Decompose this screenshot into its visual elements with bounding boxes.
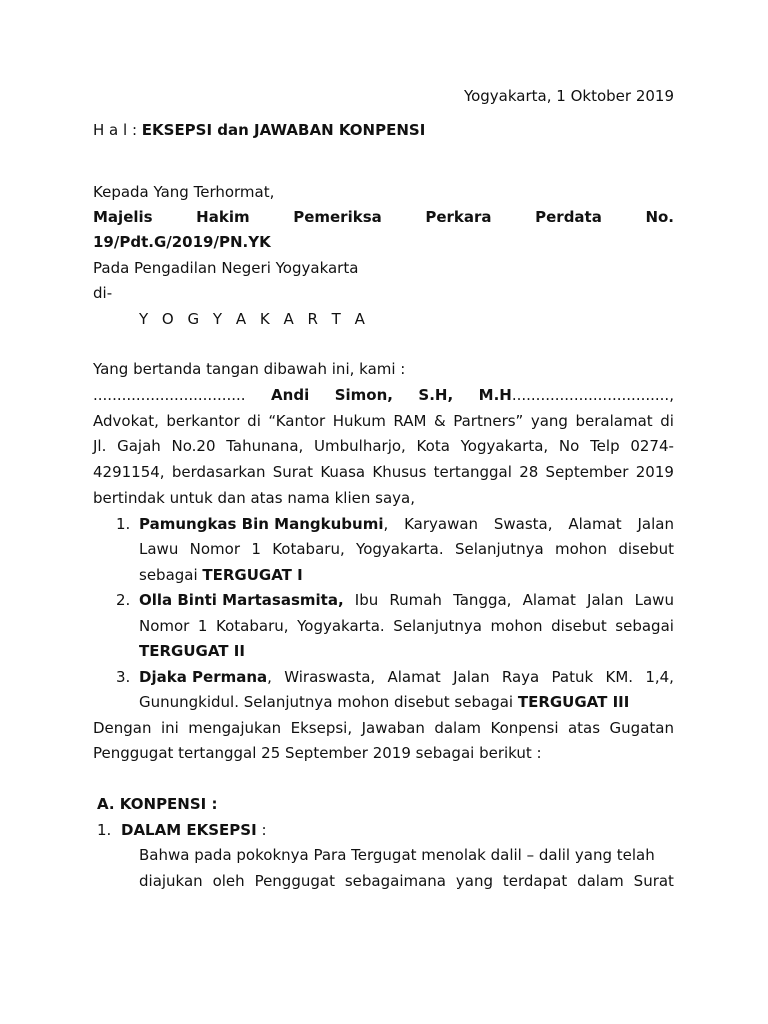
client-role: TERGUGAT III [517,693,630,711]
word: Patuk [551,668,594,686]
name-word: M.H [478,386,512,404]
word: Tahunana, [226,437,304,455]
word: Kuasa [320,463,366,481]
intro-name-line [93,383,674,407]
word: 1 [197,617,208,635]
subject-line [93,118,674,142]
subsection-number: 1. [97,821,112,839]
word: di [660,412,674,430]
word: Nomor [139,617,190,635]
word: 0274- [630,437,674,455]
closing-line-2: Penggugat tertanggal 25 September 2019 sebagai berikut : [93,744,542,762]
recipient-line-2: 19/Pdt.G/2019/PN.YK [93,233,271,251]
word: Nomor [189,540,241,558]
word: Kotabaru, [216,617,289,635]
section-body-line-1: Bahwa pada pokoknya Para Tergugat menolak dalil – dalil yang telah [139,846,655,864]
list-number: 3. [116,668,131,686]
word: 28 [519,463,539,481]
client-role: TERGUGAT I [202,566,303,584]
client-1-line-2 [139,537,674,561]
word: terdapat [502,872,568,890]
word: disebut [618,540,674,558]
word: mengajukan [188,719,282,737]
recipient-line-1 [93,205,674,229]
word: 1,4, [645,668,674,686]
word: Advokat, [93,412,159,430]
word: tertanggal [433,463,512,481]
subsection-colon: : [256,821,267,839]
word: Wiraswasta, [284,668,376,686]
client-3-line-2 [139,690,674,714]
word: KM. [605,668,634,686]
word: Alamat [568,515,622,533]
word: Gugatan [609,719,674,737]
word: Lawu [634,591,674,609]
word: Surat [633,872,674,890]
word: Selanjutnya [393,617,482,635]
subsection-title: DALAM EKSEPSI [121,821,257,839]
dots: ................................., [511,386,674,404]
intro-line-1 [93,409,674,433]
client-1-line-3 [139,563,674,587]
word: di [247,412,261,430]
word: sebagaimana [344,872,446,890]
word: Yogyakarta. [356,540,444,558]
section-body-line-2 [139,869,674,893]
word: “Kantor [268,412,326,430]
word: No [558,437,580,455]
word: Karyawan [404,515,479,533]
list-number: 2. [116,591,131,609]
word: Umbulharjo, [314,437,406,455]
client-2-line-2 [139,614,674,638]
recipient-greeting: Kepada Yang Terhormat, [93,183,275,201]
client-name: Pamungkas Bin Mangkubumi [139,515,384,533]
word: atas [567,719,601,737]
subsection-title-line [121,818,267,842]
intro-last: bertindak untuk dan atas nama klien saya, [93,489,415,507]
word: Eksepsi, [290,719,353,737]
section-heading: A. KONPENSI : [97,795,218,813]
word: Majelis [93,208,153,226]
word: & [433,412,446,430]
client-3-line-1 [139,665,674,689]
dots: ................................ [93,386,246,404]
client-2-line-1 [139,588,674,612]
client-name: Djaka Permana [139,668,268,686]
word: Raya [501,668,540,686]
word: dalam [434,719,482,737]
word: ini [160,719,179,737]
word: No. [645,208,674,226]
word: Pemeriksa [293,208,382,226]
subject-label: H a l : [93,121,142,139]
intro-line-3 [93,460,674,484]
word: Rumah [389,591,442,609]
word: Jl. [93,437,107,455]
word: 2019 [635,463,674,481]
word: yang [455,872,493,890]
intro-undersigned: Yang bertanda tangan dibawah ini, kami : [93,360,406,378]
intro-line-2 [93,434,674,458]
recipient-di: di- [93,284,113,302]
word: Yogyakarta, [460,437,549,455]
word: Perdata [535,208,602,226]
list-number: 1. [116,515,131,533]
name-word: Simon, [334,386,393,404]
word: Penggugat [254,872,335,890]
word: mohon [555,540,607,558]
word: Konpensi [490,719,559,737]
word: Gajah [117,437,161,455]
word: Tangga, [453,591,512,609]
word: Dengan [93,719,152,737]
word: Alamat [387,668,441,686]
word: diajukan [139,872,203,890]
client-name-wrap: Pamungkas Bin Mangkubumi, [139,515,389,533]
recipient-court: Pada Pengadilan Negeri Yogyakarta [93,259,359,277]
client-role: TERGUGAT II [139,642,245,660]
name-tail [479,383,674,407]
word: Jalan [587,591,624,609]
word: September [545,463,629,481]
place-date: Yogyakarta, 1 Oktober 2019 [463,87,674,105]
word: Jawaban [361,719,425,737]
client-text: sebagai [139,566,203,584]
recipient-city: Y O G Y A K A R T A [139,310,370,328]
word: No.20 [171,437,216,455]
word: Selanjutnya [454,540,544,558]
subject-title: EKSEPSI dan JAWABAN KONPENSI [141,121,426,139]
word: Partners” [453,412,524,430]
word: Yogyakarta. [297,617,385,635]
word: Khusus [372,463,427,481]
word: Jalan [453,668,490,686]
word: berdasarkan [171,463,266,481]
client-1-line-1 [139,512,674,536]
closing-line-1 [93,716,674,740]
word: Swasta, [493,515,553,533]
word: disebut [551,617,607,635]
word: Telp [590,437,620,455]
word: sebagai [615,617,674,635]
word: oleh [212,872,245,890]
client-name-wrap: Djaka Permana, [139,668,272,686]
word: Lawu [139,540,179,558]
word: Hukum [332,412,386,430]
word: Kota [416,437,450,455]
word: Kotabaru, [272,540,345,558]
client-text: Gunungkidul. Selanjutnya mohon disebut sebagai [139,693,518,711]
client-2-line-3 [139,639,674,663]
word: yang [530,412,568,430]
word: RAM [393,412,427,430]
word: Alamat [522,591,576,609]
word: Ibu [354,591,379,609]
client-name: Olla Binti Martasasmita, [139,591,344,609]
name-word: Andi [271,386,310,404]
word: 1 [251,540,261,558]
word: Hakim [196,208,250,226]
word: berkantor [166,412,240,430]
word: Perkara [425,208,492,226]
word: Surat [272,463,314,481]
word: Jalan [637,515,674,533]
word: 4291154, [93,463,165,481]
name-word: S.H, [418,386,454,404]
word: dalam [577,872,624,890]
word: beralamat [575,412,653,430]
word: mohon [490,617,543,635]
